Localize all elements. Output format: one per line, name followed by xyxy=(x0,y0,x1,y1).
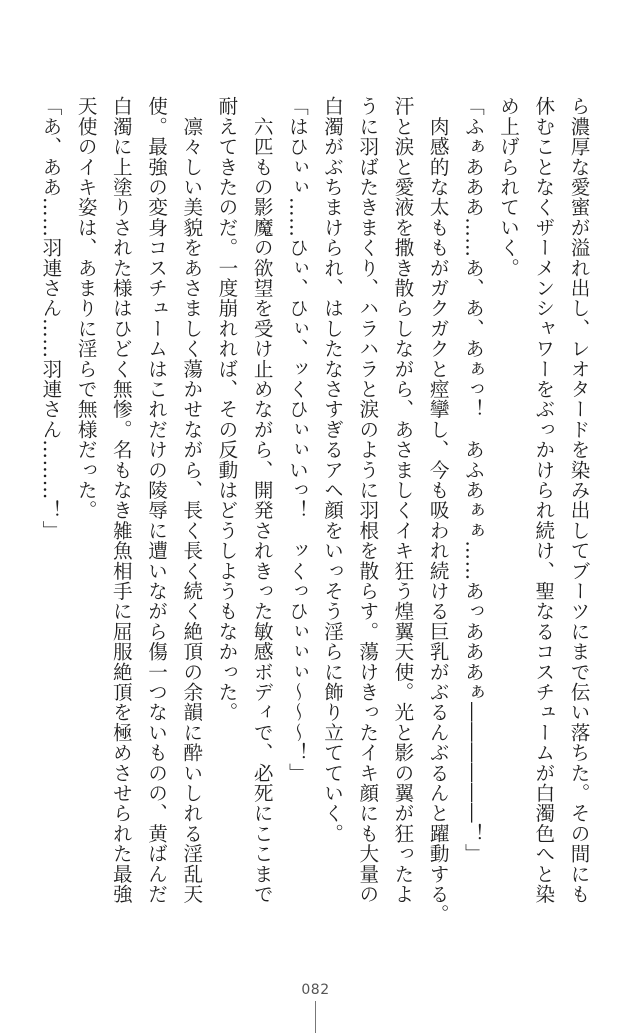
text-line: 凛々しい美貌をあさましく蕩かせながら、長く長く続く絶頂の余韻に酔いしれる淫乱天 xyxy=(179,96,203,904)
text-line: 耐えてきたのだ。一度崩れれば、その反動はどうしようもなかった。 xyxy=(214,96,238,723)
text-line: 使。最強の変身コスチュームはこれだけの陵辱に遭いながら傷一つないものの、黄ばんだ xyxy=(144,96,168,904)
text-line: 白濁がぶちまけられ、はしたなさすぎるアヘ顔をいっそう淫らに飾り立てていく。 xyxy=(320,96,344,844)
text-line: 「はひぃぃ……ひぃ、ひぃ、ッくひぃぃいっ！ ッくっひぃぃぃ～～～！」 xyxy=(285,96,309,783)
text-line: ら濃厚な愛蜜が溢れ出し、レオタードを染み出してブーツにまで伝い落ちた。その間にも xyxy=(567,96,590,904)
text-line: 汗と涙と愛液を撒き散らしながら、あさましくイキ狂う煌翼天使。光と影の翼が狂ったよ xyxy=(390,96,414,904)
text-line: め上げられていく。 xyxy=(496,96,520,278)
text-line: 肉感的な太ももがガクガクと痙攣し、今も吸われ続ける巨乳がぶるんぶるんと躍動する。 xyxy=(426,96,450,925)
text-line: 「ふぁあああ……あ、あ、あぁっ！ あふあぁぁ……あっあああぁ――――――！」 xyxy=(461,96,485,864)
text-line: 休むことなくザーメンシャワーをぶっかけられ続け、聖なるコスチュームが白濁色へと染 xyxy=(531,96,555,904)
page-number-rule xyxy=(315,1001,316,1033)
text-line: 六匹もの影魔の欲望を受け止めながら、開発されきった敏感ボディで、必死にここまで xyxy=(250,96,274,904)
text-line: うに羽ばたきまくり、ハラハラと涙のように羽根を散らす。蕩けきったイキ顔にも大量の xyxy=(355,96,379,904)
text-line: 白濁に上塗りされた様はひどく無惨。名もなき雑魚相手に屈服絶頂を極めさせられた最強 xyxy=(109,96,133,904)
text-line: 天使のイキ姿は、あまりに淫らで無様だった。 xyxy=(74,96,98,521)
text-line: 「あ、ああ……羽連さん……羽連さん………！」 xyxy=(38,96,62,541)
novel-body-text xyxy=(38,96,596,946)
page-number: 082 xyxy=(301,982,330,998)
